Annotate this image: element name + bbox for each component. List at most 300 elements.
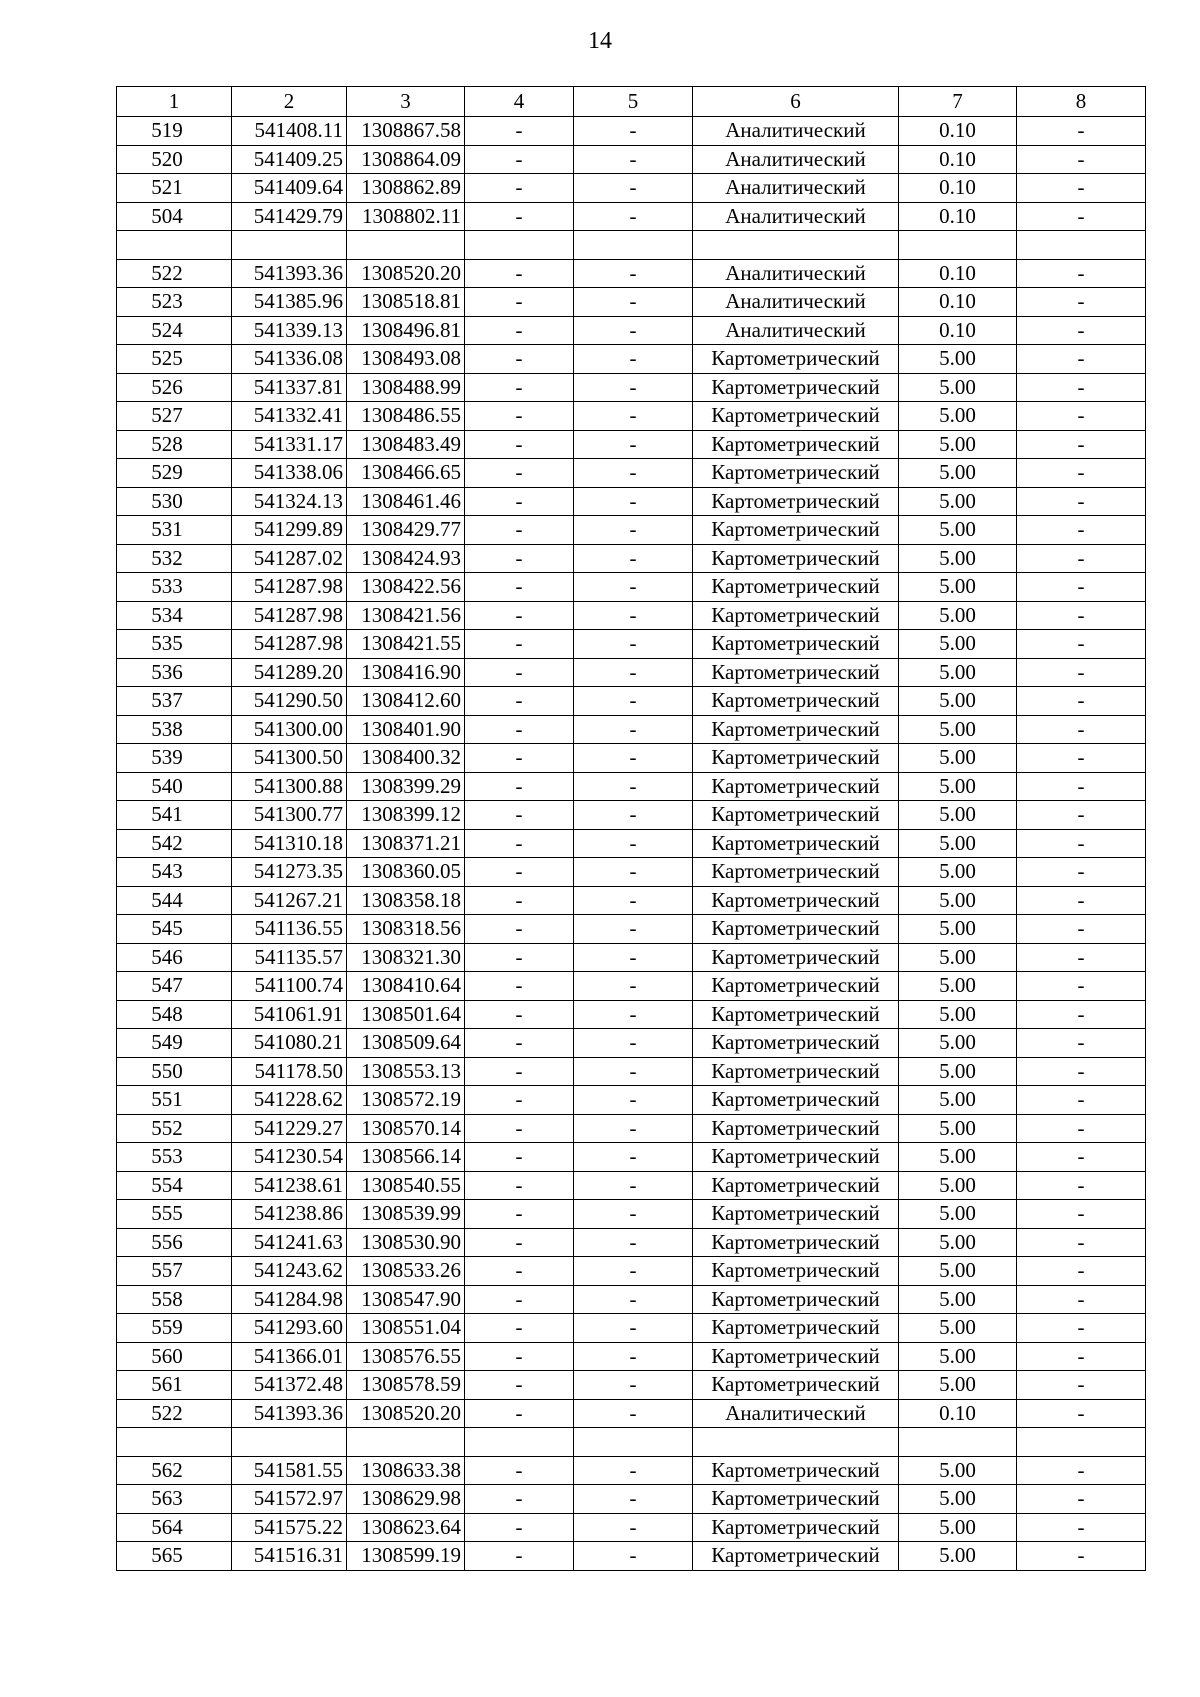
table-cell: Картометрический (693, 601, 899, 630)
table-cell: 541080.21 (232, 1029, 347, 1058)
table-cell: - (1017, 1399, 1146, 1428)
table-cell: 541287.02 (232, 544, 347, 573)
table-cell: 5.00 (899, 972, 1017, 1001)
table-cell: Картометрический (693, 630, 899, 659)
table-cell: Аналитический (693, 202, 899, 231)
table-cell: Картометрический (693, 573, 899, 602)
table-cell: 529 (117, 459, 232, 488)
table-cell: - (1017, 972, 1146, 1001)
table-cell: - (1017, 1314, 1146, 1343)
table-cell: 1308486.55 (347, 402, 465, 431)
table-cell: 5.00 (899, 1000, 1017, 1029)
table-cell: - (1017, 1285, 1146, 1314)
table-cell: Аналитический (693, 259, 899, 288)
table-cell: 5.00 (899, 459, 1017, 488)
table-cell: 5.00 (899, 1228, 1017, 1257)
table-cell: 561 (117, 1371, 232, 1400)
table-cell: 541337.81 (232, 373, 347, 402)
table-cell (574, 1428, 693, 1457)
table-cell: - (1017, 345, 1146, 374)
table-cell: - (574, 1513, 693, 1542)
table-cell: 560 (117, 1342, 232, 1371)
table-cell: 541575.22 (232, 1513, 347, 1542)
table-cell: - (1017, 915, 1146, 944)
table-cell: 1308399.29 (347, 772, 465, 801)
table-cell: 537 (117, 687, 232, 716)
table-cell: Картометрический (693, 1029, 899, 1058)
table-cell: - (1017, 573, 1146, 602)
table-cell: 563 (117, 1485, 232, 1514)
table-row (117, 430, 1146, 459)
table-cell: - (1017, 402, 1146, 431)
table-cell: 0.10 (899, 288, 1017, 317)
table-row (117, 858, 1146, 887)
table-cell: 5.00 (899, 1371, 1017, 1400)
table-cell: - (465, 145, 574, 174)
table-cell: - (465, 1399, 574, 1428)
table-cell: 1308416.90 (347, 658, 465, 687)
table-cell: Картометрический (693, 715, 899, 744)
table-row (117, 1342, 1146, 1371)
table-cell: - (1017, 516, 1146, 545)
table-cell: 1308429.77 (347, 516, 465, 545)
table-cell: 5.00 (899, 1285, 1017, 1314)
table-cell: - (574, 430, 693, 459)
table-cell: - (574, 1485, 693, 1514)
table-cell (899, 231, 1017, 260)
table-cell: 1308412.60 (347, 687, 465, 716)
table-row (117, 801, 1146, 830)
table-cell: 531 (117, 516, 232, 545)
header-cell: 2 (232, 87, 347, 117)
table-cell: - (1017, 801, 1146, 830)
table-cell: 1308410.64 (347, 972, 465, 1001)
table-cell: - (574, 601, 693, 630)
table-cell: 546 (117, 943, 232, 972)
table-cell: - (465, 259, 574, 288)
table-cell: 528 (117, 430, 232, 459)
table-row (117, 687, 1146, 716)
table-cell: - (574, 943, 693, 972)
table-row (117, 1171, 1146, 1200)
header-cell: 3 (347, 87, 465, 117)
table-cell: Картометрический (693, 801, 899, 830)
table-cell: - (574, 316, 693, 345)
table-cell: - (1017, 858, 1146, 887)
table-cell: - (465, 1171, 574, 1200)
table-cell: 1308400.32 (347, 744, 465, 773)
table-cell: 1308540.55 (347, 1171, 465, 1200)
header-cell: 4 (465, 87, 574, 117)
table-cell: - (1017, 1342, 1146, 1371)
table-cell: 521 (117, 174, 232, 203)
table-cell: - (574, 573, 693, 602)
table-row (117, 630, 1146, 659)
table-cell: 530 (117, 487, 232, 516)
table-cell: 5.00 (899, 1513, 1017, 1542)
table-row (117, 573, 1146, 602)
table-cell: - (1017, 744, 1146, 773)
table-cell: - (574, 1399, 693, 1428)
table-cell: Картометрический (693, 544, 899, 573)
table-cell: 1308533.26 (347, 1257, 465, 1286)
table-cell: 5.00 (899, 1114, 1017, 1143)
table-cell: 558 (117, 1285, 232, 1314)
table-cell (465, 1428, 574, 1457)
table-cell: - (574, 1257, 693, 1286)
table-cell: 1308539.99 (347, 1200, 465, 1229)
table-cell: - (1017, 202, 1146, 231)
table-cell: 0.10 (899, 174, 1017, 203)
table-cell: Картометрический (693, 402, 899, 431)
table-cell: 541287.98 (232, 601, 347, 630)
table-cell: - (574, 202, 693, 231)
table-cell: 533 (117, 573, 232, 602)
table-row (117, 459, 1146, 488)
table-cell: 541366.01 (232, 1342, 347, 1371)
table-cell: 1308629.98 (347, 1485, 465, 1514)
table-row (117, 1228, 1146, 1257)
table-cell: 539 (117, 744, 232, 773)
table-cell: - (465, 1542, 574, 1571)
table-cell: - (465, 373, 574, 402)
table-cell: - (465, 886, 574, 915)
table-cell: Картометрический (693, 1257, 899, 1286)
table-cell: - (465, 972, 574, 1001)
table-cell: - (1017, 544, 1146, 573)
table-cell: 554 (117, 1171, 232, 1200)
table-cell: 1308483.49 (347, 430, 465, 459)
table-cell: - (1017, 1029, 1146, 1058)
table-cell: Картометрический (693, 1200, 899, 1229)
table-cell: 541310.18 (232, 829, 347, 858)
table-row (117, 1285, 1146, 1314)
table-cell: 565 (117, 1542, 232, 1571)
table-cell: 541136.55 (232, 915, 347, 944)
table-cell: 5.00 (899, 658, 1017, 687)
table-cell: - (465, 772, 574, 801)
table-cell: - (465, 687, 574, 716)
table-cell: 555 (117, 1200, 232, 1229)
table-cell: 541385.96 (232, 288, 347, 317)
table-cell: 541178.50 (232, 1057, 347, 1086)
table-cell: - (574, 145, 693, 174)
table-cell: 5.00 (899, 1200, 1017, 1229)
table-cell: 1308466.65 (347, 459, 465, 488)
table-cell: 542 (117, 829, 232, 858)
table-cell: 541241.63 (232, 1228, 347, 1257)
table-row (117, 829, 1146, 858)
table-cell: - (574, 1342, 693, 1371)
table-cell: - (465, 516, 574, 545)
table-cell: 1308422.56 (347, 573, 465, 602)
table-cell: Картометрический (693, 1143, 899, 1172)
table-cell (465, 231, 574, 260)
table-cell: 1308802.11 (347, 202, 465, 231)
table-cell: - (465, 1371, 574, 1400)
table-cell: 1308518.81 (347, 288, 465, 317)
table-cell: - (574, 402, 693, 431)
table-row (117, 316, 1146, 345)
header-cell: 8 (1017, 87, 1146, 117)
table-cell: 519 (117, 117, 232, 146)
table-cell: 541393.36 (232, 1399, 347, 1428)
table-row (117, 1057, 1146, 1086)
table-cell: 541393.36 (232, 259, 347, 288)
table-cell (574, 231, 693, 260)
table-row (117, 174, 1146, 203)
table-cell: - (574, 1000, 693, 1029)
table-cell: - (1017, 259, 1146, 288)
table-cell: 524 (117, 316, 232, 345)
table-cell: 541287.98 (232, 630, 347, 659)
table-cell: Картометрический (693, 430, 899, 459)
table-cell: - (465, 943, 574, 972)
table-cell: - (465, 1114, 574, 1143)
table-cell (899, 1428, 1017, 1457)
table-cell: - (465, 1086, 574, 1115)
table-cell: - (574, 1171, 693, 1200)
table-cell: 541135.57 (232, 943, 347, 972)
table-cell: Картометрический (693, 1542, 899, 1571)
table-cell: 1308530.90 (347, 1228, 465, 1257)
table-cell: 5.00 (899, 886, 1017, 915)
table-row (117, 231, 1146, 260)
table-row (117, 772, 1146, 801)
table-row (117, 744, 1146, 773)
table-cell: 556 (117, 1228, 232, 1257)
table-cell: - (1017, 430, 1146, 459)
table-cell: - (1017, 886, 1146, 915)
table-cell (1017, 1428, 1146, 1457)
table-body (117, 87, 1146, 1571)
table-cell: Картометрический (693, 772, 899, 801)
table-cell: - (1017, 715, 1146, 744)
table-cell: - (1017, 1200, 1146, 1229)
table-cell: - (574, 858, 693, 887)
table-cell: - (1017, 601, 1146, 630)
table-cell: Картометрический (693, 373, 899, 402)
table-cell: 1308623.64 (347, 1513, 465, 1542)
table-cell: Аналитический (693, 316, 899, 345)
table-cell: - (574, 829, 693, 858)
table-cell: Картометрический (693, 516, 899, 545)
table-cell: 5.00 (899, 345, 1017, 374)
table-cell: 5.00 (899, 1314, 1017, 1343)
table-cell: - (1017, 1228, 1146, 1257)
table-cell: - (465, 1285, 574, 1314)
table-cell: 541299.89 (232, 516, 347, 545)
table-cell: 1308318.56 (347, 915, 465, 944)
table-cell: - (465, 630, 574, 659)
table-cell: 1308553.13 (347, 1057, 465, 1086)
table-cell: 541516.31 (232, 1542, 347, 1571)
table-header-row (117, 87, 1146, 117)
table-cell: - (574, 1542, 693, 1571)
table-cell: - (465, 288, 574, 317)
table-cell: Картометрический (693, 829, 899, 858)
table-cell: 1308421.56 (347, 601, 465, 630)
table-cell: Картометрический (693, 915, 899, 944)
table-cell: Картометрический (693, 1456, 899, 1485)
table-row (117, 1542, 1146, 1571)
table-cell: 1308862.89 (347, 174, 465, 203)
table-cell: 540 (117, 772, 232, 801)
table-cell: - (1017, 288, 1146, 317)
table-cell: 5.00 (899, 487, 1017, 516)
table-cell: 541581.55 (232, 1456, 347, 1485)
table-cell: - (465, 430, 574, 459)
table-cell: - (574, 117, 693, 146)
table-cell: 5.00 (899, 430, 1017, 459)
table-cell: 541228.62 (232, 1086, 347, 1115)
table-cell: - (465, 1000, 574, 1029)
table-cell: 541332.41 (232, 402, 347, 431)
table-row (117, 145, 1146, 174)
table-cell: 5.00 (899, 1342, 1017, 1371)
table-cell: 541229.27 (232, 1114, 347, 1143)
table-cell: - (574, 174, 693, 203)
table-cell: 1308566.14 (347, 1143, 465, 1172)
table-cell: - (1017, 1485, 1146, 1514)
coordinates-table (116, 86, 1146, 1571)
table-cell: - (465, 1200, 574, 1229)
table-cell: 1308421.55 (347, 630, 465, 659)
table-cell: 1308501.64 (347, 1000, 465, 1029)
table-cell: 5.00 (899, 801, 1017, 830)
table-cell: 541273.35 (232, 858, 347, 887)
table-cell: 5.00 (899, 1086, 1017, 1115)
table-cell: 550 (117, 1057, 232, 1086)
table-cell: - (1017, 687, 1146, 716)
table-cell: - (465, 402, 574, 431)
table-cell: 5.00 (899, 1485, 1017, 1514)
table-cell: - (1017, 145, 1146, 174)
table-cell: 527 (117, 402, 232, 431)
table-row (117, 1428, 1146, 1457)
table-cell: - (574, 1456, 693, 1485)
table-cell: 541243.62 (232, 1257, 347, 1286)
table-row (117, 1200, 1146, 1229)
table-cell: 504 (117, 202, 232, 231)
table-cell: 5.00 (899, 772, 1017, 801)
table-cell: 1308509.64 (347, 1029, 465, 1058)
table-cell: 538 (117, 715, 232, 744)
table-cell (232, 1428, 347, 1457)
table-cell: 562 (117, 1456, 232, 1485)
table-cell: - (1017, 772, 1146, 801)
table-row (117, 1000, 1146, 1029)
table-cell: 532 (117, 544, 232, 573)
table-cell: - (1017, 1456, 1146, 1485)
table-cell: 0.10 (899, 259, 1017, 288)
table-cell: 1308399.12 (347, 801, 465, 830)
header-cell: 1 (117, 87, 232, 117)
table-cell: 564 (117, 1513, 232, 1542)
table-cell: 551 (117, 1086, 232, 1115)
table-cell: - (465, 915, 574, 944)
table-cell: 534 (117, 601, 232, 630)
table-cell: 5.00 (899, 1542, 1017, 1571)
table-row (117, 202, 1146, 231)
table-cell: - (465, 658, 574, 687)
table-cell: Аналитический (693, 117, 899, 146)
table-cell: - (465, 573, 574, 602)
table-cell: 5.00 (899, 1456, 1017, 1485)
table-cell: 5.00 (899, 1171, 1017, 1200)
table-cell: 5.00 (899, 1143, 1017, 1172)
table-cell (117, 231, 232, 260)
table-row (117, 915, 1146, 944)
table-cell: 1308578.59 (347, 1371, 465, 1400)
table-cell: Картометрический (693, 658, 899, 687)
table-cell: Картометрический (693, 687, 899, 716)
table-row (117, 259, 1146, 288)
table-cell: Картометрический (693, 858, 899, 887)
table-cell: - (465, 858, 574, 887)
table-cell: 541409.25 (232, 145, 347, 174)
table-cell (693, 231, 899, 260)
table-cell: 5.00 (899, 373, 1017, 402)
table-cell: 541372.48 (232, 1371, 347, 1400)
table-cell: - (1017, 1371, 1146, 1400)
table-row (117, 516, 1146, 545)
table-cell: - (465, 715, 574, 744)
table-row (117, 1371, 1146, 1400)
table-cell: Картометрический (693, 1485, 899, 1514)
page-number: 14 (588, 28, 612, 54)
header-cell: 6 (693, 87, 899, 117)
table-cell: 1308867.58 (347, 117, 465, 146)
table-cell: Аналитический (693, 288, 899, 317)
table-cell: 1308551.04 (347, 1314, 465, 1343)
table-cell: 541293.60 (232, 1314, 347, 1343)
table-cell: 0.10 (899, 117, 1017, 146)
table-row (117, 288, 1146, 317)
table-cell: - (465, 1485, 574, 1514)
table-cell: - (574, 630, 693, 659)
table-cell: 5.00 (899, 573, 1017, 602)
table-cell: 525 (117, 345, 232, 374)
table-cell: - (574, 658, 693, 687)
table-cell: Картометрический (693, 1314, 899, 1343)
table-cell: - (1017, 630, 1146, 659)
table-cell: 5.00 (899, 402, 1017, 431)
table-cell: 526 (117, 373, 232, 402)
table-cell: - (465, 1456, 574, 1485)
table-cell: - (465, 487, 574, 516)
table-cell: 1308633.38 (347, 1456, 465, 1485)
table-cell: 541336.08 (232, 345, 347, 374)
table-cell: 5.00 (899, 1257, 1017, 1286)
table-cell: 1308424.93 (347, 544, 465, 573)
table-row (117, 1456, 1146, 1485)
table-cell: - (1017, 1114, 1146, 1143)
table-cell: - (574, 516, 693, 545)
table-row (117, 1029, 1146, 1058)
table-cell: Аналитический (693, 174, 899, 203)
table-cell: - (1017, 1513, 1146, 1542)
table-cell: 1308576.55 (347, 1342, 465, 1371)
table-cell: 0.10 (899, 1399, 1017, 1428)
table-cell: 541300.00 (232, 715, 347, 744)
table-cell: 541300.50 (232, 744, 347, 773)
table-cell: 1308401.90 (347, 715, 465, 744)
table-cell: 1308493.08 (347, 345, 465, 374)
table-cell: 541338.06 (232, 459, 347, 488)
table-row (117, 715, 1146, 744)
table-cell: 1308360.05 (347, 858, 465, 887)
